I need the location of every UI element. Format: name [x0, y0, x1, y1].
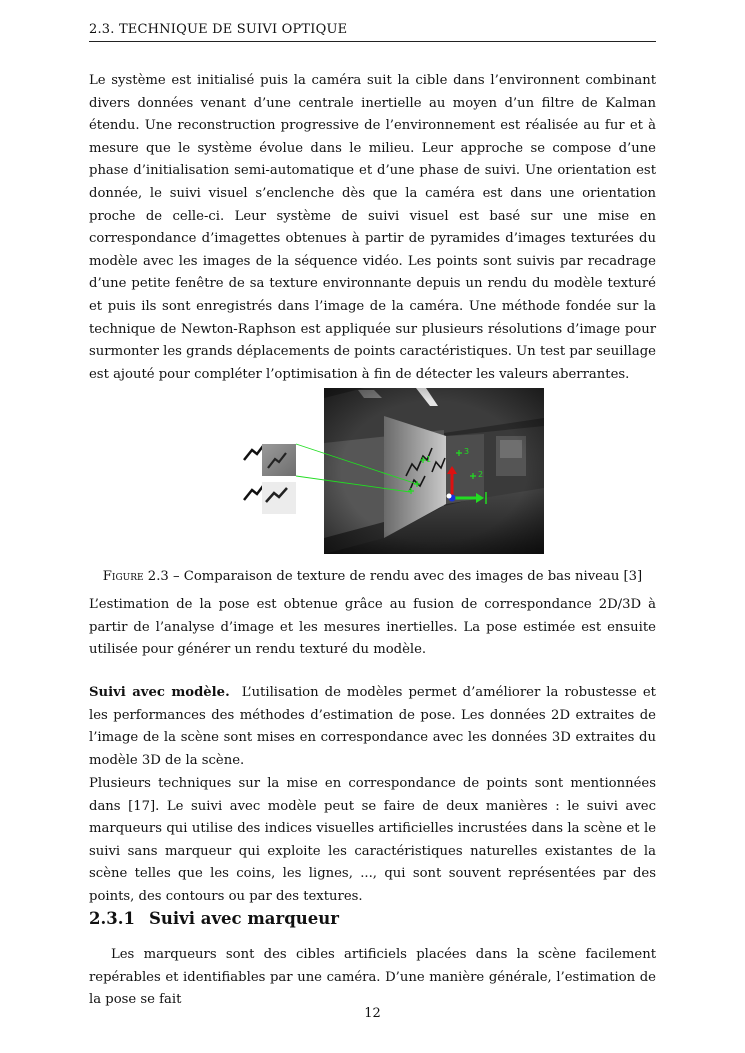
body-paragraph: Le système est initialisé puis la caméra suit la cible dans l’environnent combinant divers données venant d’une centrale inertielle au moyen d’un filtre de Kalman étendu. Une reconstruction progressive de l’environnement est réalisée au fur et à mesure que le système évolue dans le milieu. Leur approche se compose d’une phase d’initialisation semi-automatique et d’une phase de suivi. Une orientation est donnée, le suivi visuel s’enclenche dès que la caméra est dans une orientation proche de celle-ci. Leur système de suivi visuel est basé sur une mise en correspondance d’imagettes obtenues à partir de pyramides d’images texturées du modèle avec les images de la séquence vidéo. Les points sont suivis par recadrage d’une petite fenêtre de sa texture environnante depuis un rendu du modèle texturé et puis ils sont enregistrés dans l’image de la caméra. Une méthode fondée sur la technique de Newton-Raphson est appliquée sur plusieurs résolutions d’image pour surmonter les grands déplacements de points caractéristiques. Un test par seuillage est ajouté pour compléter l’optimisation à fin de détecter les valeurs aberrantes. [89, 73, 656, 382]
point-label: 2 [478, 470, 484, 479]
texture-patches [244, 444, 296, 514]
figure-label: Figure 2.3 [102, 569, 169, 584]
run-in-paragraph [89, 682, 656, 772]
run-in-heading: Suivi avec modèle. [89, 685, 230, 700]
running-header: 2.3. TECHNIQUE DE SUIVI OPTIQUE [89, 22, 656, 42]
section-number: 2.3.1 [89, 909, 135, 928]
point-label: 3 [464, 447, 470, 456]
point-label: 1 [426, 455, 432, 464]
figure [234, 388, 545, 554]
page-number: 12 [364, 1006, 381, 1021]
figure-caption [89, 567, 656, 587]
body-paragraph: Plusieurs techniques sur la mise en correspondance de points sont mentionnées dans [17]. Le suivi avec modèle peut se faire de deux manières : le suivi avec marqueurs qui utilise des indices visuelles artificielles incrustées dans la scène et le suivi sans marqueur qui exploite les caractéristiques naturelles existantes de la scène telles que les coins, les lignes, ..., qui sont souvent représentées par des points, des contours ou par des textures. [89, 776, 656, 904]
figure-caption-text: – Comparaison de texture de rendu avec des images de bas niveau [3] [168, 569, 643, 584]
run-in-text: L’utilisation de modèles permet d’améliorer la robustesse et les performances des méthodes d’estimation de pose. Les données 2D extraites de l’image de la scène sont mises en correspondance avec les données 3D extraites du modèle 3D de la scène. [89, 685, 656, 768]
body-paragraph: L’estimation de la pose est obtenue grâce au fusion de correspondance 2D/3D à partir de l’analyse d’image et les mesures inertielles. La pose estimée est ensuite utilisée pour générer un rendu texturé du modèle. [89, 597, 656, 658]
section-heading [89, 909, 656, 928]
figure-image [234, 388, 545, 554]
camera-frame [324, 388, 544, 554]
body-paragraph: Les marqueurs sont des cibles artificiels placées dans la scène facilement repérables et identifiables par une caméra. D’une manière générale, l’estimation de la pose se fait [89, 947, 656, 1008]
section-title: Suivi avec marqueur [149, 909, 339, 928]
